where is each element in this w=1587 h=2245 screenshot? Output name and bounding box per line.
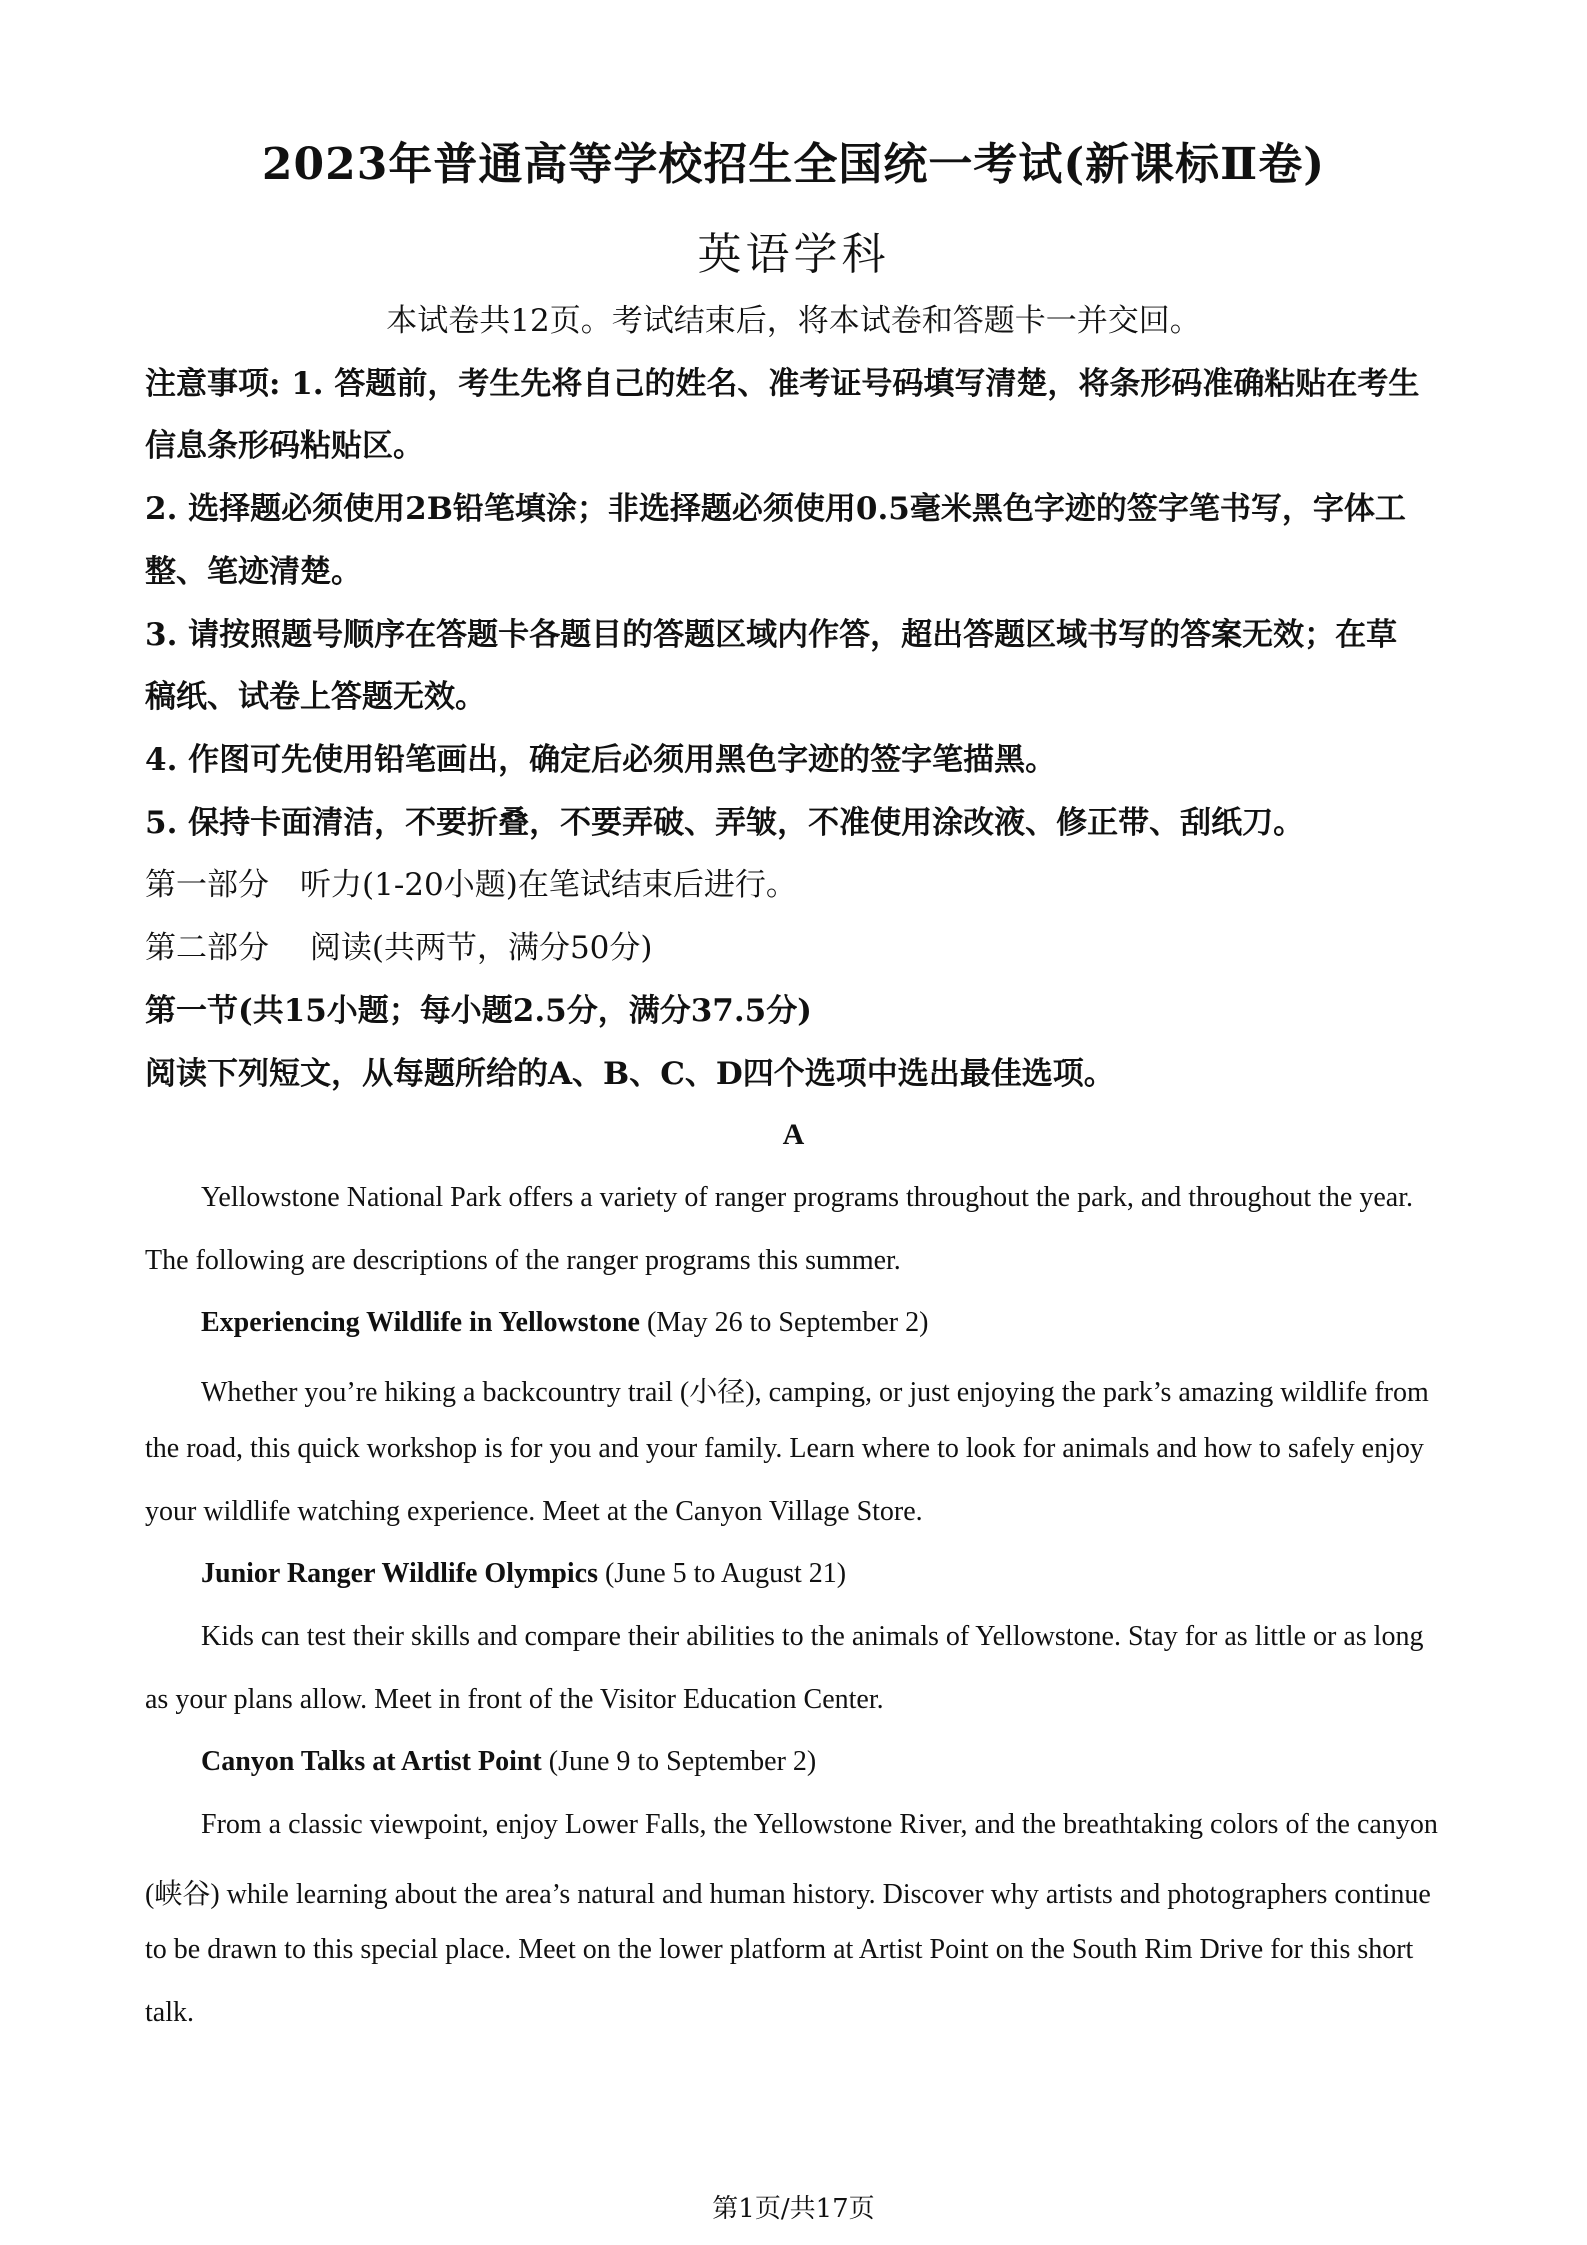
subject-title: 英语学科 [697,229,890,280]
program-dates: (June 5 to August 21) [597,1558,847,1589]
program-text-line: talk. [145,1997,194,2028]
notes-line-8: 5. 保持卡面清洁，不要折叠，不要弄破、弄皱，不准使用涂改液、修正带、刮纸刀。 [145,805,1305,841]
program-text-line: Kids can test their skills and compare their abilities to the animals of Yellowstone. Stay for as little or as long [201,1621,1424,1652]
program-text-line: Whether you’re hiking a backcountry trail (小径), camping, or just enjoying the park’s amazing wildlife from [201,1377,1429,1408]
program-text-line: From a classic viewpoint, enjoy Lower Falls, the Yellowstone River, and the breathtaking colors of the canyon [201,1809,1438,1840]
notes-line-3: 2. 选择题必须使用2B铅笔填涂；非选择题必须使用0.5毫米黑色字迹的签字笔书写，字体工 [145,491,1406,527]
program-text-line: (峡谷) while learning about the area’s natural and human history. Discover why artists and photographers continue [145,1879,1431,1910]
part-1-heading: 第一部分 听力(1-20小题)在笔试结束后进行。 [145,867,797,903]
notes-line-5: 3. 请按照题号顺序在答题卡各题目的答题区域内作答，超出答题区域书写的答案无效；在草 [145,617,1398,653]
passage-label: A [782,1118,805,1151]
exam-summary: 本试卷共12页。考试结束后，将本试卷和答题卡一并交回。 [386,303,1201,339]
notes-line-6: 稿纸、试卷上答题无效。 [145,679,486,715]
program-heading [201,1307,928,1339]
reading-instruction: 阅读下列短文，从每题所给的A、B、C、D四个选项中选出最佳选项。 [145,1056,1115,1092]
exam-title: 2023年普通高等学校招生全国统一考试(新课标Ⅱ卷) [261,139,1326,190]
program-heading [201,1746,816,1778]
page-number: 第1页/共17页 [712,2194,875,2224]
notes-line-1: 注意事项: 1. 答题前，考生先将自己的姓名、准考证号码填写清楚，将条形码准确粘贴在考生 [145,366,1420,402]
program-dates: (May 26 to September 2) [639,1307,929,1338]
program-name: Experiencing Wildlife in Yellowstone [201,1307,640,1338]
notes-line-7: 4. 作图可先使用铅笔画出，确定后必须用黑色字迹的签字笔描黑。 [145,742,1057,778]
notes-line-2: 信息条形码粘贴区。 [145,428,424,464]
part-2-heading: 第二部分 阅读(共两节，满分50分) [145,930,653,966]
notes-line-4: 整、笔迹清楚。 [145,554,362,590]
section-1-heading: 第一节(共15小题；每小题2.5分，满分37.5分) [145,993,812,1029]
program-name: Junior Ranger Wildlife Olympics [201,1558,598,1589]
program-text-line: your wildlife watching experience. Meet at the Canyon Village Store. [145,1496,923,1527]
program-text-line: the road, this quick workshop is for you and your family. Learn where to look for animals and how to safely enjoy [145,1433,1424,1464]
program-name: Canyon Talks at Artist Point [201,1746,542,1777]
program-text-line: to be drawn to this special place. Meet on the lower platform at Artist Point on the South Rim Drive for this short [145,1934,1414,1965]
passage-intro-line-2: The following are descriptions of the ranger programs this summer. [145,1245,901,1276]
program-dates: (June 9 to September 2) [541,1746,817,1777]
passage-intro-line-1: Yellowstone National Park offers a variety of ranger programs throughout the park, and throughout the year. [201,1182,1413,1213]
program-text-line: as your plans allow. Meet in front of the Visitor Education Center. [145,1684,884,1715]
program-heading [201,1558,846,1590]
